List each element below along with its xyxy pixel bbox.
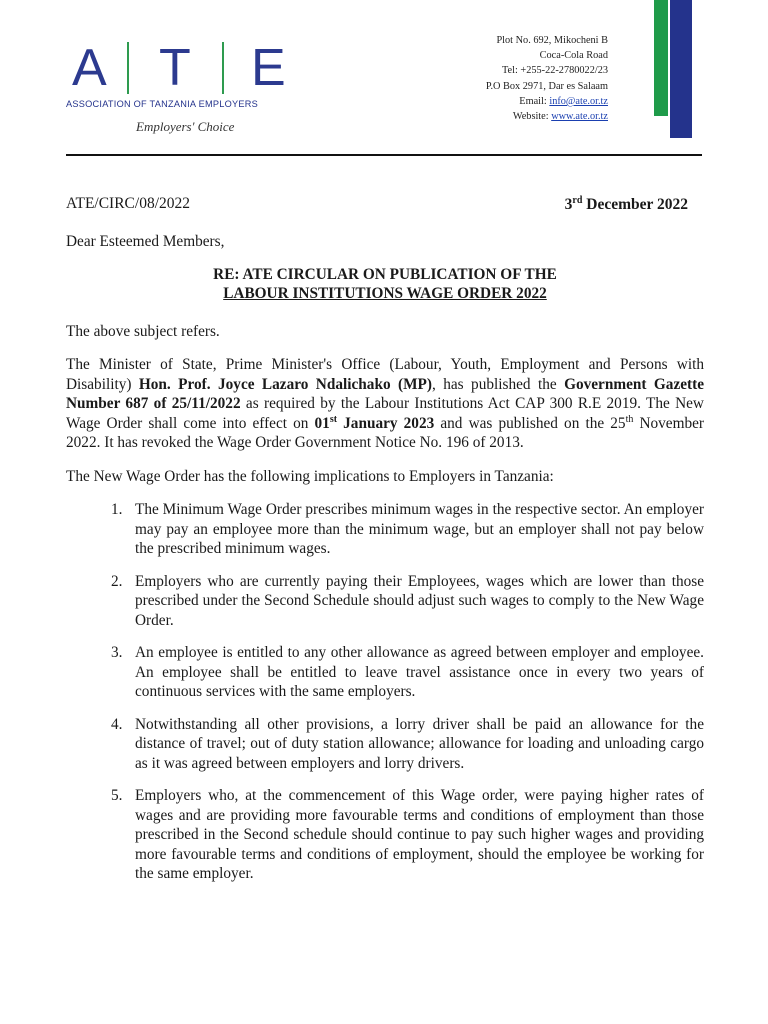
effective-month-year: January 2023 xyxy=(337,414,435,432)
list-item xyxy=(66,715,704,774)
circular-reference: ATE/CIRC/08/2022 xyxy=(66,195,191,212)
letter-body xyxy=(66,232,704,897)
list-item xyxy=(66,500,704,559)
logo-divider xyxy=(127,42,129,94)
letter-date xyxy=(565,195,688,214)
published-day-suffix: th xyxy=(625,413,634,425)
logo-letters xyxy=(66,40,296,96)
paragraph-text: and was published on the 25 xyxy=(434,414,626,432)
implications-intro: The New Wage Order has the following implications to Employers in Tanzania: xyxy=(66,467,554,485)
effective-day: 01 xyxy=(314,414,330,432)
po-box-line: P.O Box 2971, Dar es Salaam xyxy=(485,80,608,92)
address-line: Coca-Cola Road xyxy=(539,50,608,62)
address-line: Plot No. 692, Mikocheni B xyxy=(496,35,608,46)
effective-day-suffix: st xyxy=(329,413,338,425)
effective-date xyxy=(315,415,435,432)
paragraph-text: The Minister of State, Prime Minister's Office (Labour, Youth, Employment and Persons with Disability) xyxy=(66,356,704,393)
list-item xyxy=(66,572,704,631)
list-number: 5. xyxy=(111,787,123,804)
list-item-text: The Minimum Wage Order prescribes minimum wages in the respective sector. An employer may pay an employee more than the minimum wage, but an employer shall not pay below the prescribed minimum wages. xyxy=(135,501,704,557)
header-green-stripe xyxy=(654,0,668,116)
minister-name: Hon. Prof. Joyce Lazaro Ndalichako (MP) xyxy=(138,375,432,393)
ate-logo xyxy=(66,40,296,140)
date-month-year: December 2022 xyxy=(582,196,688,214)
date-suffix: rd xyxy=(572,195,583,206)
subject-line-2: LABOUR INSTITUTIONS WAGE ORDER 2022 xyxy=(223,285,547,302)
list-item-text: Notwithstanding all other provisions, a lorry driver shall be paid an allowance for the distance of travel; out of duty station allowance; allowance for loading and unloading cargo as it was agreed between employers and lorry drivers. xyxy=(135,715,704,772)
list-item-text: Employers who are currently paying their Employees, wages which are lower than those prescribed under the Second Schedule should adjust such wages to comply to the New Wage Order. xyxy=(135,572,704,629)
implications-list xyxy=(66,500,704,884)
list-item xyxy=(66,786,704,884)
email-label: Email: xyxy=(519,95,550,107)
list-item xyxy=(66,643,704,702)
email-line xyxy=(486,94,608,109)
email-link[interactable]: info@ate.or.tz xyxy=(549,95,608,107)
header-divider xyxy=(66,154,702,156)
list-number: 3. xyxy=(111,644,123,661)
list-item-text: Employers who, at the commencement of this Wage order, were paying higher rates of wages and are providing more favourable terms and conditions of employment than those prescribed in the Second schedule should continue to pay such higher wages and providing more favourable terms and conditions of employment, should the employee be working for the same employer. xyxy=(135,787,704,882)
logo-tagline: Employers' Choice xyxy=(136,119,235,134)
header-blue-stripe xyxy=(670,0,692,138)
logo-letter-e: E xyxy=(251,39,286,97)
contact-block xyxy=(486,33,608,124)
logo-organization-name: ASSOCIATION OF TANZANIA EMPLOYERS xyxy=(66,99,259,109)
list-number: 1. xyxy=(111,501,123,518)
website-link[interactable]: www.ate.or.tz xyxy=(551,111,608,123)
paragraph-text: as required by the Labour Institutions Act CAP 300 R.E 2019. The New Wage Order shall come into effect on xyxy=(66,395,704,432)
list-number: 2. xyxy=(111,572,123,590)
logo-letter-a: A xyxy=(72,39,107,97)
list-number: 4. xyxy=(111,715,123,733)
subject-line-1: RE: ATE CIRCULAR ON PUBLICATION OF THE xyxy=(213,265,557,283)
logo-letter-t: T xyxy=(159,39,191,97)
logo-divider xyxy=(222,42,224,94)
gazette-number: Government Gazette Number 687 of 25/11/2022 xyxy=(66,375,704,412)
list-item-text: An employee is entitled to any other allowance as agreed between employer and employee. An employee shall be entitled to leave travel assistance once in every two years of continuous services with the same employers. xyxy=(135,644,704,700)
date-day: 3 xyxy=(564,196,573,214)
subject-heading xyxy=(66,265,704,304)
paragraph-text: , has published the xyxy=(432,375,565,393)
website-line xyxy=(486,109,608,124)
publication-paragraph xyxy=(66,355,704,453)
paragraph-text: November 2022. It has revoked the Wage Order Government Notice No. 196 of 2013. xyxy=(66,414,705,451)
intro-paragraph: The above subject refers. xyxy=(66,322,220,340)
salutation: Dear Esteemed Members, xyxy=(66,233,225,250)
phone-line: Tel: +255-22-2780022/23 xyxy=(501,65,608,77)
website-label: Website: xyxy=(512,111,552,123)
